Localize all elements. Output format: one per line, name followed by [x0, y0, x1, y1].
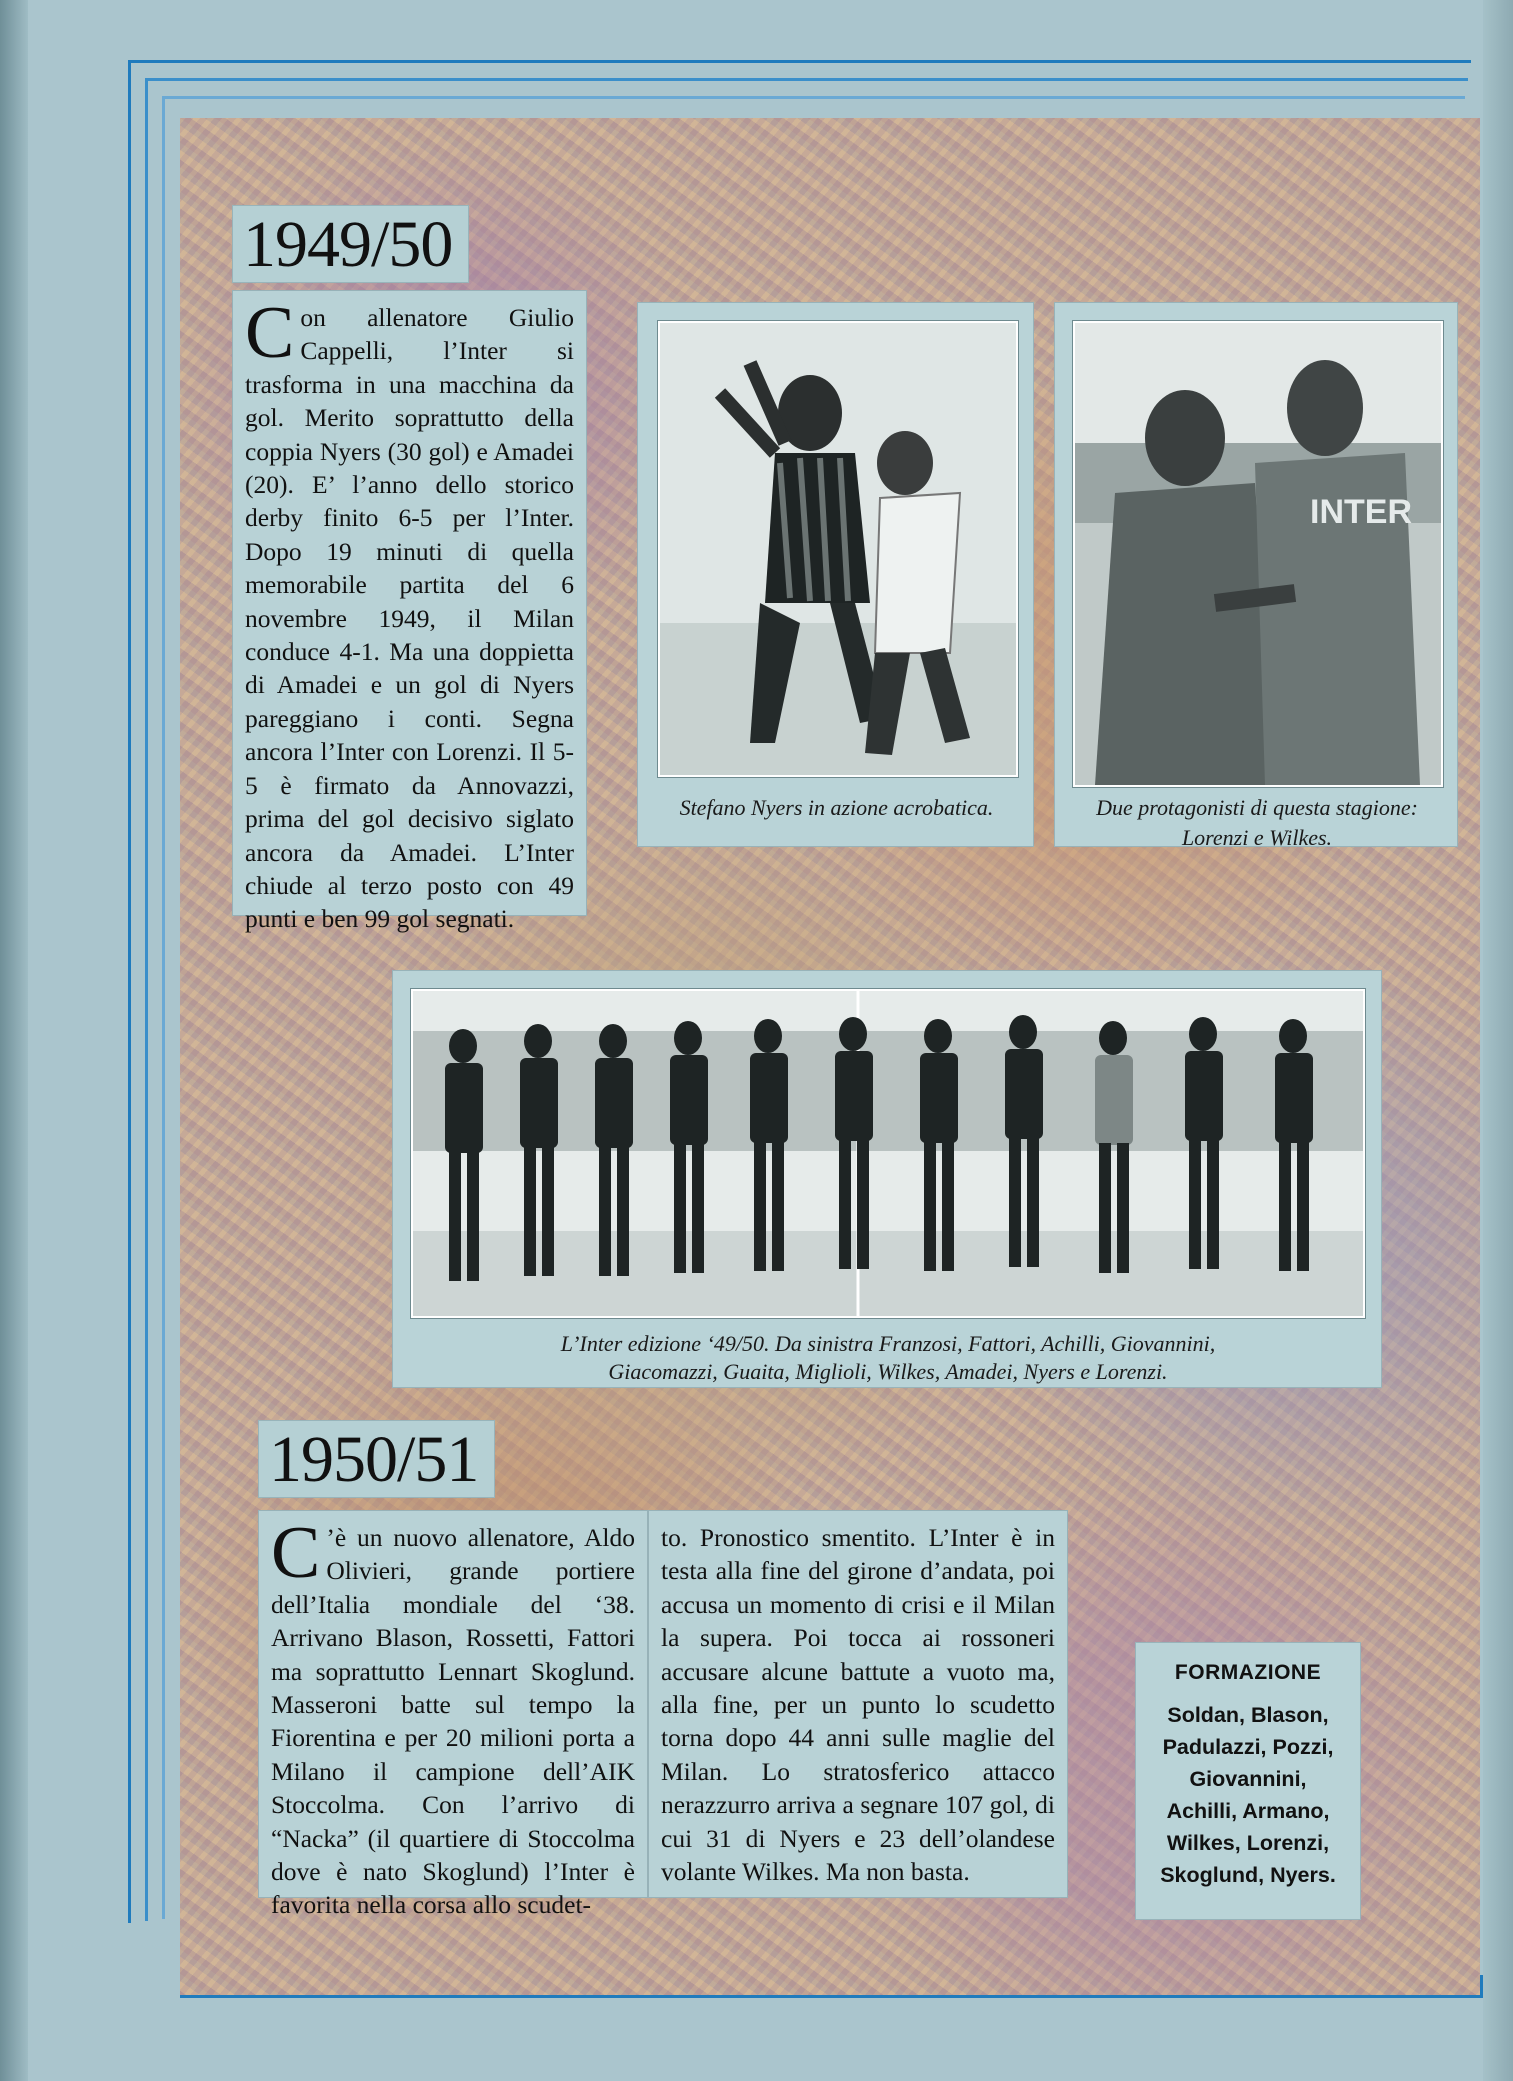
- season-text: [232, 290, 587, 934]
- season-text-col1: [258, 1510, 648, 1920]
- team-caption-line1: L’Inter edizione ‘49/50. Da sinistra Franzosi, Fattori, Achilli, Giovannini,: [560, 1331, 1216, 1356]
- season-text-body: ’è un nuovo allenatore, Aldo Olivieri, grande portiere dell’Italia mondiale del ‘38. Arrivano Blason, Rossetti, Fattori ma soprattutto Lennart Skoglund. Masseroni batte sul tempo la Fiorentina e per 20 milioni porta a Milano il campione dell’AIK Stoccolma. Con l’arrivo di “Nacka” (il quartiere di Stoccolma dove è nato Skoglund) l’Inter è favorita nella corsa allo scudet-: [271, 1523, 635, 1920]
- season-text-body: to. Pronostico smentito. L’Inter è in testa alla fine del girone d’andata, poi accusa un momento di crisi e il Milan la supera. Poi tocca ai rossoneri accusare alcune battute a vuoto ma, alla fine, per un punto lo scudetto torna dopo 44 anni sulle maglie del Milan. Lo stratosferico attacco nerazzurro arriva a segnare 107 gol, di cui 31 di Nyers e 23 dell’olandese volante Wilkes. Ma non basta.: [661, 1523, 1055, 1887]
- photo-card: [1054, 302, 1458, 850]
- photo-caption-line1: Due protagonisti di questa stagione:: [1096, 795, 1418, 820]
- drop-cap: C: [245, 292, 295, 374]
- frame-line: [162, 96, 185, 1919]
- player-photo-icon: [660, 323, 1016, 775]
- team-photo-card: [392, 970, 1382, 1388]
- team-photo: [411, 989, 1365, 1318]
- photo-lorenzi-wilkes: [1073, 321, 1443, 787]
- formation-title: FORMAZIONE: [1174, 1661, 1322, 1684]
- book-edge: [1483, 0, 1513, 2081]
- formation-line: Soldan, Blason,: [1167, 1703, 1329, 1727]
- formation-line: Skoglund, Nyers.: [1160, 1863, 1336, 1887]
- team-photo-icon: [413, 991, 1363, 1316]
- svg-text:INTER: INTER: [1310, 493, 1412, 531]
- players-photo-icon: [1075, 323, 1441, 785]
- photo-caption: Stefano Nyers in azione acrobatica.: [679, 795, 994, 820]
- formation-line: Giovannini,: [1189, 1767, 1307, 1791]
- photo-card: [637, 302, 1034, 847]
- season-text-body: on allenatore Giulio Cappelli, l’Inter si trasforma in una macchina da gol. Merito soprattutto della coppia Nyers (30 gol) e Amadei (20). E’ l’anno dello storico derby finito 6-5 per l’Inter. Dopo 19 minuti di quella memorabile partita del 6 novembre 1949, il Milan conduce 4-1. Ma una doppietta di Amadei e un gol di Nyers pareggiano i conti. Segna ancora l’Inter con Lorenzi. Il 5-5 è firmato da Annovazzi, prima del gol decisivo siglato ancora da Amadei. L’Inter chiude al terzo posto con 49 punti e ben 99 gol segnati.: [245, 303, 574, 934]
- season-heading: 1950/51: [258, 1420, 495, 1498]
- formation-line: Padulazzi, Pozzi,: [1162, 1735, 1334, 1759]
- team-caption-line2: Giacomazzi, Guaita, Miglioli, Wilkes, Amadei, Nyers e Lorenzi.: [608, 1359, 1168, 1384]
- book-spine: [0, 0, 28, 2081]
- photo-nyers: [658, 321, 1018, 777]
- drop-cap: C: [271, 1512, 321, 1594]
- formation-box: [1135, 1642, 1361, 1920]
- season-heading: 1949/50: [232, 205, 469, 283]
- photo-caption-line2: Lorenzi e Wilkes.: [1181, 825, 1333, 850]
- season-text-col2: [648, 1510, 1068, 1898]
- formation-line: Wilkes, Lorenzi,: [1166, 1831, 1330, 1855]
- frame-line: [162, 96, 1465, 119]
- frame-line: [180, 1975, 1483, 1998]
- formation-line: Achilli, Armano,: [1166, 1799, 1330, 1823]
